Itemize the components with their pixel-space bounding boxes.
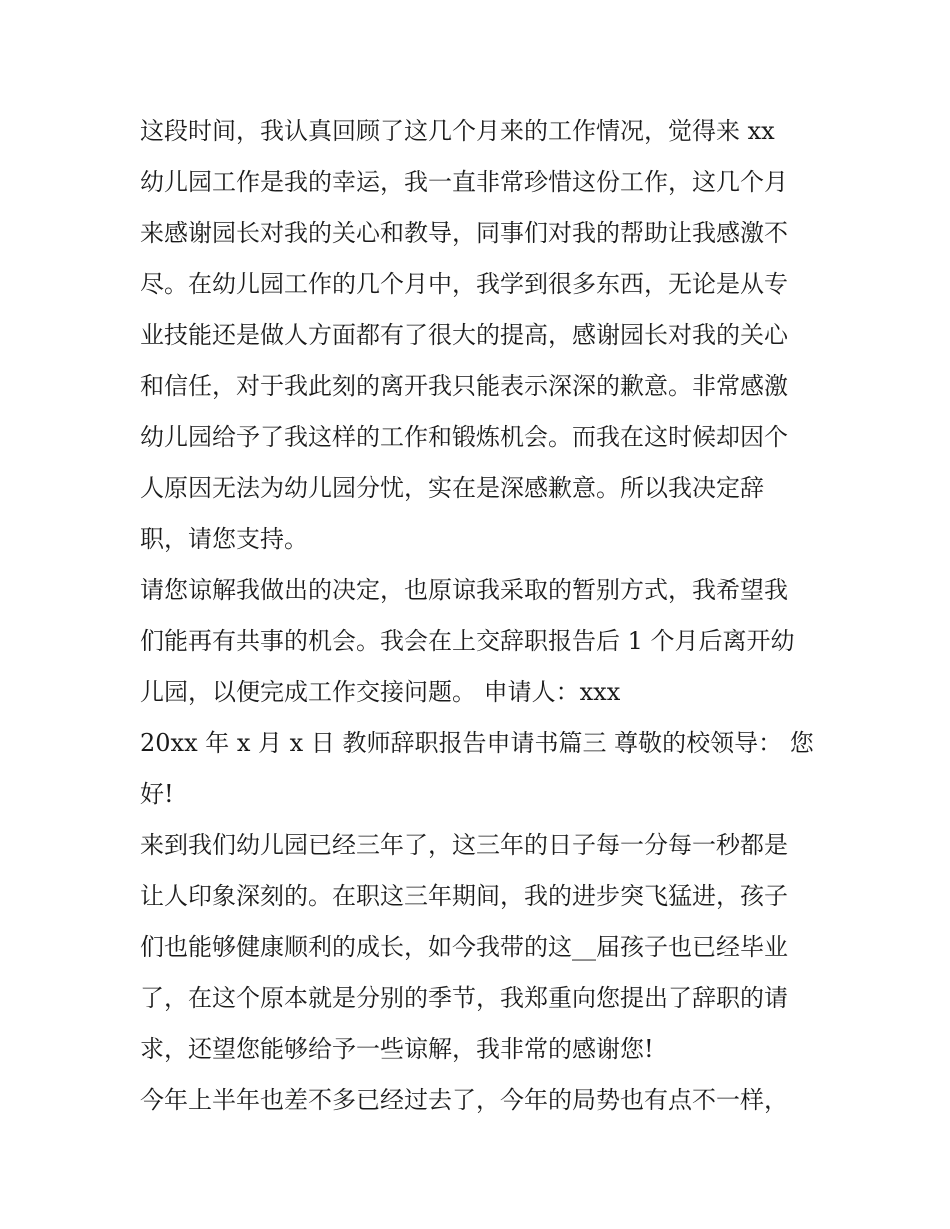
text-line: 今年上半年也差不多已经过去了，今年的局势也有点不一样， — [140, 1086, 788, 1114]
text-line: 20xx 年 x 月 x 日 教师辞职报告申请书篇三 尊敬的校领导： 您 — [140, 729, 814, 757]
text-line: 了，在这个原本就是分别的季节，我郑重向您提出了辞职的请 — [140, 984, 788, 1012]
paragraph-5 — [140, 1075, 812, 1126]
text-line: 尽。在幼儿园工作的几个月中，我学到很多东西，无论是从专 — [140, 270, 788, 298]
text-line: 业技能还是做人方面都有了很大的提高，感谢园长对我的关心 — [140, 321, 788, 349]
text-line: 让人印象深刻的。在职这三年期间，我的进步突飞猛进，孩子 — [140, 882, 788, 910]
text-line: 们也能够健康顺利的成长，如今我带的这__届孩子也已经毕业 — [140, 933, 788, 961]
text-line: 请您谅解我做出的决定，也原谅我采取的暂别方式，我希望我 — [140, 576, 788, 604]
paragraph-3 — [140, 718, 812, 820]
text-line: 幼儿园工作是我的幸运，我一直非常珍惜这份工作，这几个月 — [140, 168, 788, 196]
text-line: 职，请您支持。 — [140, 525, 308, 553]
text-line: 们能再有共事的机会。我会在上交辞职报告后 1 个月后离开幼 — [140, 627, 795, 655]
paragraph-4 — [140, 820, 812, 1075]
text-line: 人原因无法为幼儿园分忧，实在是深感歉意。所以我决定辞 — [140, 474, 764, 502]
paragraph-2 — [140, 565, 812, 718]
text-line: 和信任，对于我此刻的离开我只能表示深深的歉意。非常感激 — [140, 372, 788, 400]
text-line: 幼儿园给予了我这样的工作和锻炼机会。而我在这时候却因个 — [140, 423, 788, 451]
text-line: 来到我们幼儿园已经三年了，这三年的日子每一分每一秒都是 — [140, 831, 788, 859]
text-line: 来感谢园长对我的关心和教导，同事们对我的帮助让我感激不 — [140, 219, 788, 247]
text-line: 这段时间，我认真回顾了这几个月来的工作情况，觉得来 xx — [140, 117, 775, 145]
text-line: 儿园，以便完成工作交接问题。 申请人：xxx — [140, 678, 621, 706]
text-line: 求，还望您能够给予一些谅解，我非常的感谢您! — [140, 1035, 654, 1063]
text-line: 好! — [140, 780, 174, 808]
paragraph-1 — [140, 106, 812, 565]
document-body — [140, 106, 812, 1126]
